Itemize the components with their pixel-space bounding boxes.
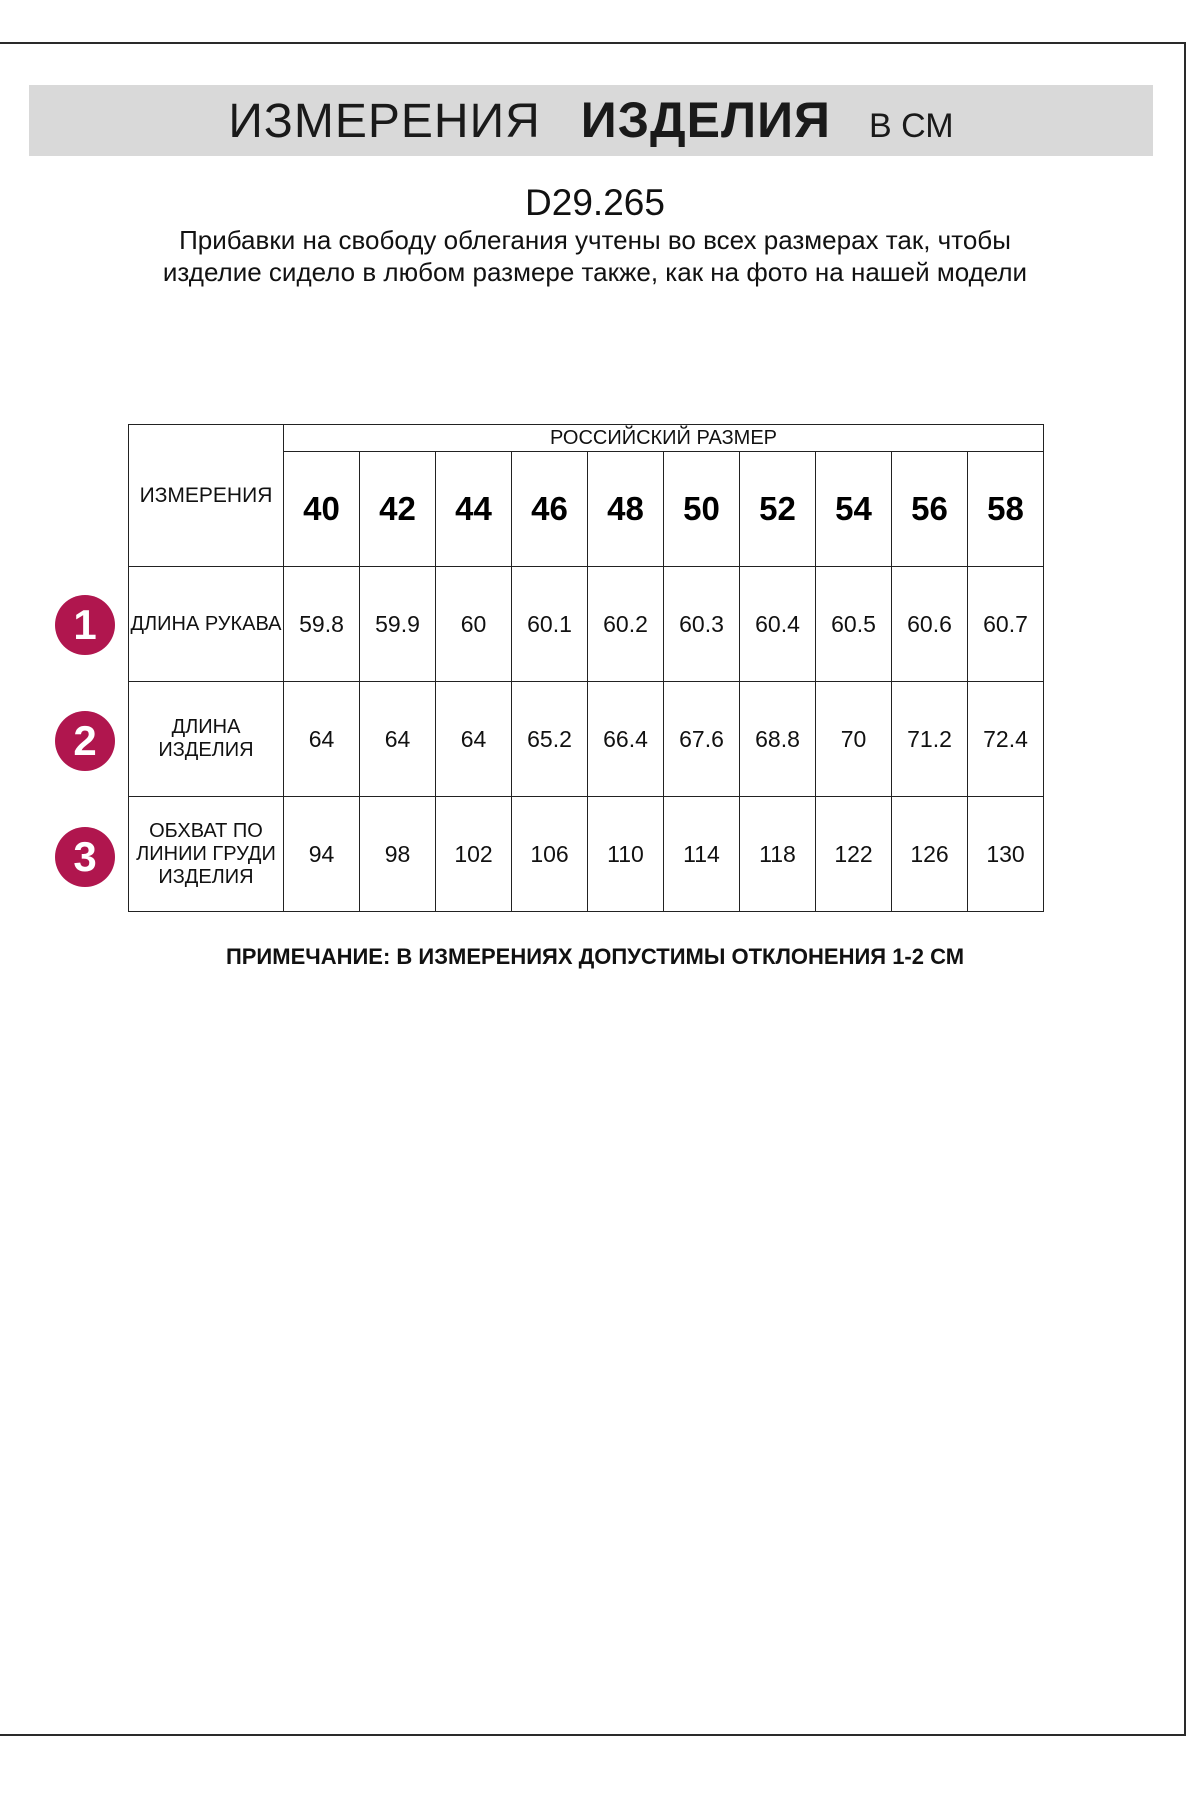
size-group-header: РОССИЙСКИЙ РАЗМЕР (284, 425, 1044, 452)
size-header: 58 (968, 452, 1044, 567)
table-cell: 102 (436, 797, 512, 912)
table-cell: 60.4 (740, 567, 816, 682)
row-label: ДЛИНА ИЗДЕЛИЯ (129, 682, 284, 797)
table-cell: 60.6 (892, 567, 968, 682)
table-cell: 110 (588, 797, 664, 912)
size-header: 52 (740, 452, 816, 567)
title-unit: В СМ (868, 107, 954, 145)
table-row (129, 567, 1044, 682)
table-cell: 64 (360, 682, 436, 797)
model-code: D29.265 (525, 182, 665, 223)
table-cell: 60.3 (664, 567, 740, 682)
table-cell: 59.9 (360, 567, 436, 682)
badge-3-icon: 3 (55, 827, 115, 887)
tolerance-note: ПРИМЕЧАНИЕ: В ИЗМЕРЕНИЯХ ДОПУСТИМЫ ОТКЛОНЕНИЯ 1-2 СМ (225, 944, 965, 969)
table-cell: 60.2 (588, 567, 664, 682)
intro-text: Прибавки на свободу облегания учтены во всех размерах так, чтобы изделие сидело в любом размере также, как на фото на нашей модели (162, 225, 1028, 287)
title-bold: ИЗДЕЛИЯ (580, 92, 831, 148)
table-cell: 106 (512, 797, 588, 912)
table-cell: 70 (816, 682, 892, 797)
badge-1-icon: 1 (55, 595, 115, 655)
table-cell: 60 (436, 567, 512, 682)
size-header: 44 (436, 452, 512, 567)
table-row (129, 682, 1044, 797)
table-header-row (129, 425, 1044, 452)
table-cell: 64 (284, 682, 360, 797)
table-cell: 114 (664, 797, 740, 912)
table-cell: 94 (284, 797, 360, 912)
size-header: 40 (284, 452, 360, 567)
table-cell: 130 (968, 797, 1044, 912)
title-bar (29, 85, 1153, 156)
table-row (129, 797, 1044, 912)
measurements-header: ИЗМЕРЕНИЯ (129, 425, 284, 567)
badge-2-icon: 2 (55, 711, 115, 771)
table-cell: 60.7 (968, 567, 1044, 682)
table-cell: 66.4 (588, 682, 664, 797)
table-cell: 71.2 (892, 682, 968, 797)
table-cell: 126 (892, 797, 968, 912)
size-header: 42 (360, 452, 436, 567)
table-cell: 122 (816, 797, 892, 912)
table-cell: 59.8 (284, 567, 360, 682)
size-header: 48 (588, 452, 664, 567)
table-cell: 60.5 (816, 567, 892, 682)
size-header: 50 (664, 452, 740, 567)
row-label: ОБХВАТ ПО ЛИНИИ ГРУДИ ИЗДЕЛИЯ (129, 797, 284, 912)
table-cell: 72.4 (968, 682, 1044, 797)
table-cell: 67.6 (664, 682, 740, 797)
table-cell: 98 (360, 797, 436, 912)
title-light: ИЗМЕРЕНИЯ (228, 95, 541, 148)
size-header: 46 (512, 452, 588, 567)
table-cell: 118 (740, 797, 816, 912)
table-cell: 64 (436, 682, 512, 797)
table-cell: 65.2 (512, 682, 588, 797)
size-header: 56 (892, 452, 968, 567)
size-table (128, 424, 1044, 912)
size-header: 54 (816, 452, 892, 567)
table-cell: 68.8 (740, 682, 816, 797)
row-label: ДЛИНА РУКАВА (129, 567, 284, 682)
table-cell: 60.1 (512, 567, 588, 682)
